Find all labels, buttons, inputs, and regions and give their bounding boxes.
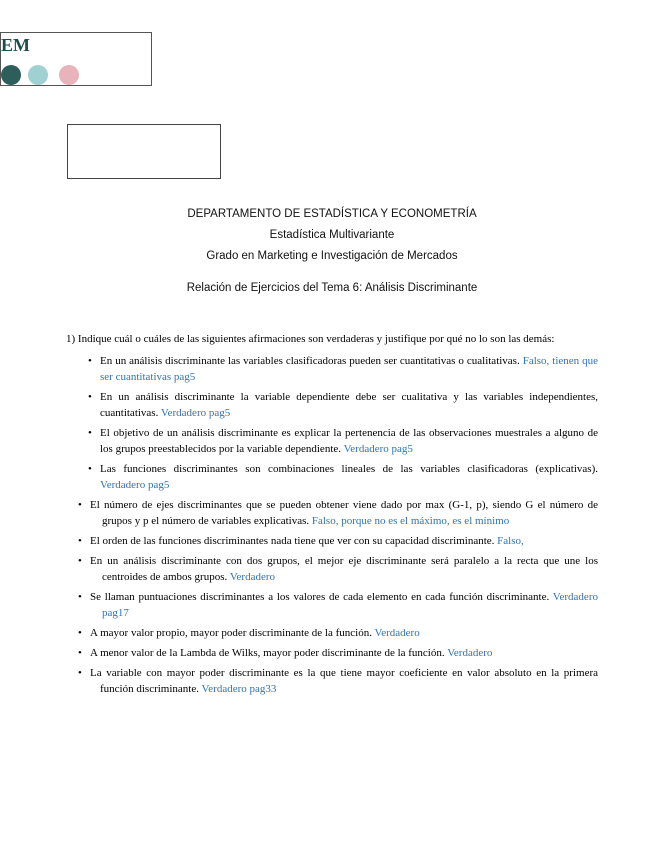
department-logo: [0, 32, 152, 86]
statement-text: El objetivo de un análisis discriminante es explicar la pertenencia de las observaciones muestrales a alguno de los grupos preestablecidos por la variable dependiente.: [100, 427, 598, 455]
statement-text: La variable con mayor poder discriminante es la que tiene mayor coeficiente en valor absoluto en la primera función discriminante.: [90, 667, 598, 695]
logo-text: EM: [1, 35, 30, 55]
exercise-sheet-title: Relación de Ejercicios del Tema 6: Análisis Discriminante: [186, 282, 478, 294]
statement-answer: Falso, porque no es el máximo, es el mínimo: [311, 515, 510, 527]
logo-dot-dark-green: [1, 65, 21, 85]
statement-answer: Verdadero: [374, 627, 420, 639]
document-header: [0, 204, 664, 267]
statement-answer: Verdadero pag5: [100, 479, 170, 491]
statement-answer: Falso, tienen que ser cuantitativas pag5: [100, 355, 598, 383]
statement-answer: Verdadero pag33: [201, 683, 277, 695]
statement-answer: Verdadero: [229, 571, 276, 583]
statement-text: El número de ejes discriminantes que se pueden obtener viene dado por max (G-1, p), siendo G el número de grupos y p el número de variables explicativas.: [90, 499, 598, 527]
statement-answer: Verdadero pag5: [160, 407, 231, 419]
statement-text: En un análisis discriminante con dos grupos, el mejor eje discriminante será paralelo a la recta que une los centroides de ambos grupos.: [90, 555, 598, 583]
statement-text: A menor valor de la Lambda de Wilks, mayor poder discriminante de la función.: [90, 647, 445, 659]
statement-list: [66, 353, 598, 697]
statement-item: [100, 461, 598, 493]
statement-item: [90, 645, 598, 661]
statement-item: [90, 589, 598, 621]
statement-text: En un análisis discriminante la variable dependiente debe ser cualitativa y las variables independientes, cuantitativas.: [100, 391, 598, 419]
statement-item: [90, 533, 598, 549]
statement-item: [90, 665, 598, 697]
statement-item: [90, 553, 598, 585]
course-name: Estadística Multivariante: [269, 229, 395, 241]
statement-answer: Falso,: [497, 535, 524, 547]
blank-frame: [67, 124, 221, 179]
statement-text: En un análisis discriminante las variables clasificadoras pueden ser cuantitativas o cualitativas.: [100, 355, 520, 367]
statement-text: El orden de las funciones discriminantes nada tiene que ver con su capacidad discriminante.: [90, 535, 495, 547]
statement-text: Las funciones discriminantes son combinaciones lineales de las variables clasificadoras (explicativas).: [100, 463, 598, 475]
question-block: [66, 331, 598, 701]
statement-answer: Verdadero: [447, 647, 493, 659]
question-text: 1) Indique cuál o cuáles de las siguientes afirmaciones son verdaderas y justifique por qué no lo son las demás:: [66, 333, 555, 345]
logo-dot-light-teal: [28, 65, 48, 85]
statement-item: [100, 389, 598, 421]
statement-item: [90, 625, 598, 641]
logo-dot-pink: [59, 65, 79, 85]
department-name: DEPARTAMENTO DE ESTADÍSTICA Y ECONOMETRÍA: [187, 208, 477, 220]
statement-item: [100, 425, 598, 457]
statement-item: [100, 353, 598, 385]
statement-item: [90, 497, 598, 529]
statement-answer: Verdadero pag17: [102, 591, 598, 619]
statement-answer: Verdadero pag5: [343, 443, 413, 455]
statement-text: Se llaman puntuaciones discriminantes a los valores de cada elemento en cada función discriminante.: [90, 591, 550, 603]
statement-text: A mayor valor propio, mayor poder discriminante de la función.: [90, 627, 372, 639]
degree-name: Grado en Marketing e Investigación de Mercados: [206, 250, 458, 262]
